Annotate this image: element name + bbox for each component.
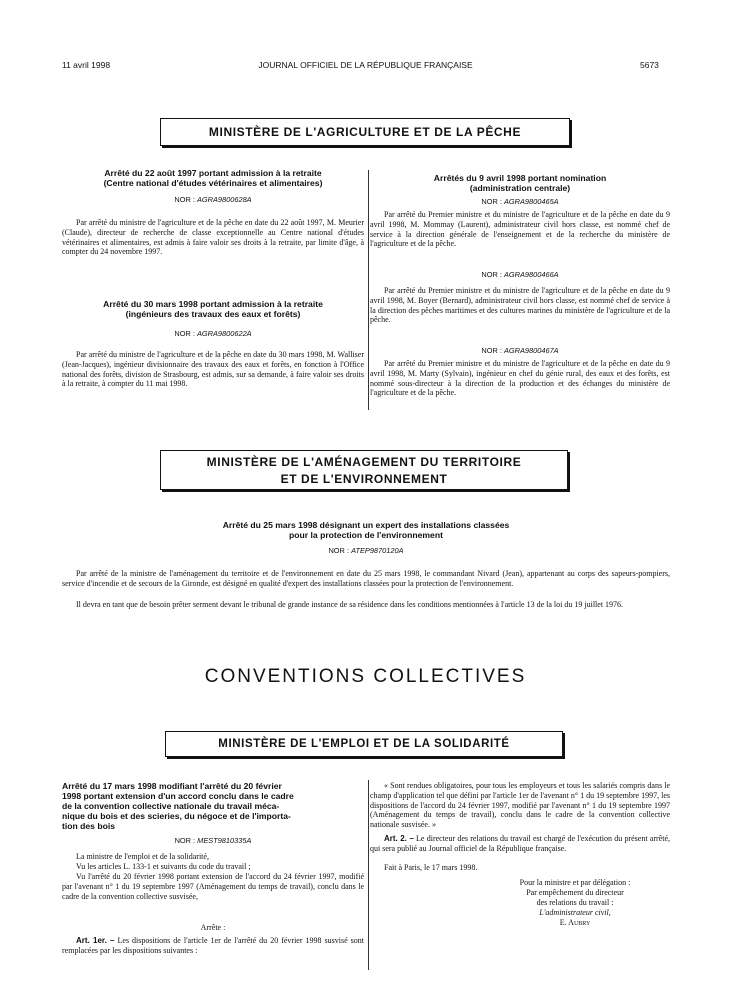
section-title-emploi: [165, 731, 563, 757]
nor-reference: [62, 195, 364, 204]
arrete-label: Arrête :: [200, 923, 226, 932]
nor-label: NOR :: [481, 346, 502, 355]
visa-arrete: Vu l'arrêté du 20 février 1998 portant extension de l'accord du 24 février 1997, modifié par l'avenant n° 1 du 19 septembre 1997 (Aménagement du temps de travail), conclu dans le cadre de la convention collective susvisée,: [62, 872, 364, 901]
article-title-expert: [62, 520, 670, 540]
nor-label: NOR :: [174, 836, 196, 845]
fait-a-paris: Fait à Paris, le 17 mars 1998.: [384, 863, 478, 872]
nor-label: NOR :: [481, 197, 502, 206]
nor-code: AGRA9800467A: [503, 346, 559, 355]
nor-code: AGRA9800465A: [503, 197, 559, 206]
article-title-line: de la convention collective nationale du travail méca-: [62, 801, 280, 811]
article-body-mommay: Par arrêté du Premier ministre et du ministre de l'agriculture et de la pêche en date du 9 avril 1998, M. Mommay (Laurent), administrateur civil hors classe, est nommé chef de service à la direction générale de l'enseignement et de la recherche du ministère de l'agriculture et de la pêche.: [370, 210, 670, 249]
nor-label: NOR :: [481, 270, 502, 279]
header-journal: JOURNAL OFFICIEL DE LA RÉPUBLIQUE FRANÇAISE: [258, 60, 473, 70]
article-2: [370, 834, 670, 854]
article-body-boyer: Par arrêté du Premier ministre et du ministre de l'agriculture et de la pêche en date du 9 avril 1998, M. Boyer (Bernard), administrateur civil hors classe, est nommé chef de service à la direction des pêches maritimes et des cultures marines du ministère de l'agriculture et de la pêche.: [370, 286, 670, 325]
section-title-amenagement: [160, 450, 568, 490]
article-title-line: pour la protection de l'environnement: [289, 530, 443, 540]
nor-label: NOR :: [328, 546, 349, 555]
nor-label: NOR :: [174, 195, 195, 204]
article-title-line: (Centre national d'études vétérinaires et alimentaires): [103, 178, 323, 188]
article-title-line: tion des bois: [62, 821, 115, 831]
signature-line: Par empêchement du directeur: [526, 888, 624, 897]
nor-code: MEST9810335A: [197, 836, 252, 845]
article-body-marty: Par arrêté du Premier ministre et du ministre de l'agriculture et de la pêche en date du 9 avril 1998, M. Marty (Sylvain), ingénieur en chef du génie rural, des eaux et des forêts, est nommé sous-directeur à la direction de la production et des échanges du ministère de l'agriculture et de la pêche.: [370, 359, 670, 398]
nor-reference: [62, 329, 364, 338]
nor-reference: [370, 346, 670, 355]
article-title-retraite-meurier: [62, 168, 364, 188]
column-separator: [368, 780, 369, 970]
heading-conventions-collectives: CONVENTIONS COLLECTIVES: [204, 666, 527, 687]
article-1-text: Les dispositions de l'article 1er de l'arrêté du 20 février 1998 susvisé sont remplacées par les dispositions suivantes :: [62, 936, 364, 955]
article-2-text: Le directeur des relations du travail est chargé de l'exécution du présent arrêté, qui sera publié au Journal officiel de la République française.: [370, 834, 671, 853]
article-title-retraite-walliser: [62, 299, 364, 319]
column-separator: [368, 170, 369, 410]
visa-code-travail: Vu les articles L. 133-1 et suivants du code du travail ;: [76, 862, 251, 871]
nor-reference: [370, 270, 670, 279]
article-title-line: (ingénieurs des travaux des eaux et forêts): [125, 309, 301, 319]
header-date: 11 avril 1998: [62, 60, 111, 70]
section-title-line: ET DE L'ENVIRONNEMENT: [280, 472, 448, 486]
visa-ministre: La ministre de l'emploi et de la solidarité,: [76, 852, 209, 861]
article-title-line: (administration centrale): [469, 183, 571, 193]
nor-reference: [62, 546, 670, 555]
article-1-label: Art. 1er. –: [76, 936, 115, 945]
header-page-number: 5673: [640, 60, 659, 70]
signature-line: L'administrateur civil,: [539, 908, 611, 917]
article-title-line: Arrêtés du 9 avril 1998 portant nomination: [433, 173, 607, 183]
article-title-line: nique du bois et des scieries, du négoce et de l'importa-: [62, 811, 291, 821]
article-1: [62, 936, 364, 956]
nor-code: AGRA9800622A: [196, 329, 252, 338]
article-body-meurier: Par arrêté du ministre de l'agriculture et de la pêche en date du 22 août 1997, M. Meurier (Claude), directeur de recherche de classe exceptionnelle au Centre national d'études vétérinaires et alimentaires, est admis à faire valoir ses droits à la retraite, par limite d'âge, à compter du 24 novembre 1997.: [62, 218, 364, 257]
section-title-line: MINISTÈRE DE L'AMÉNAGEMENT DU TERRITOIRE: [206, 455, 522, 469]
signature-block: [480, 878, 670, 928]
nor-code: ATEP9870120A: [351, 546, 404, 555]
article-title-line: Arrêté du 30 mars 1998 portant admission à la retraite: [103, 299, 323, 309]
article-title-line: Arrêté du 25 mars 1998 désignant un expert des installations classées: [222, 520, 510, 530]
nor-label: NOR :: [174, 329, 195, 338]
section-title-agriculture-text: MINISTÈRE DE L'AGRICULTURE ET DE LA PÊCHE: [208, 125, 522, 139]
article-title-line: Arrêté du 17 mars 1998 modifiant l'arrêté du 20 février: [62, 781, 282, 791]
article-title-line: 1998 portant extension d'un accord conclu dans le cadre: [62, 791, 294, 801]
nor-code: AGRA9800466A: [503, 270, 559, 279]
signature-name: E. Aubry: [559, 918, 591, 927]
nor-reference: [370, 197, 670, 206]
article-title-line: Arrêté du 22 août 1997 portant admission à la retraite: [104, 168, 322, 178]
article-body-walliser: Par arrêté du ministre de l'agriculture et de la pêche en date du 30 mars 1998, M. Walliser (Jean-Jacques), ingénieur divisionnaire des travaux des eaux et forêts, en fonction à l'Office national des forêts, division de Strasbourg, est admis, sur sa demande, à faire valoir ses droits à la retraite, à compter du 11 mai 1998.: [62, 350, 364, 389]
article-body-nivard: Par arrêté de la ministre de l'aménagement du territoire et de l'environnement en date du 25 mars 1998, le commandant Nivard (Jean), appartenant au corps des sapeurs-pompiers, service d'incendie et de secours de la Gironde, est désigné en qualité d'expert des installations classées pour la protection de l'environnement.: [62, 569, 670, 588]
article-1-quote: « Sont rendues obligatoires, pour tous les employeurs et tous les salariés compris dans le champ d'application tel que défini par l'article 1er de l'avenant n° 1 du 19 septembre 1997, les dispositions de l'accord du 24 février 1997, modifié par l'avenant n° 1 du 19 septembre 1997 (Aménagement du temps de travail), conclu dans le cadre de la convention collective nationale susvisée. »: [370, 781, 670, 830]
article-2-label: Art. 2. –: [384, 834, 414, 843]
signature-line: Pour la ministre et par délégation :: [519, 878, 631, 887]
article-title-nominations: [370, 173, 670, 193]
signature-line: des relations du travail :: [536, 898, 614, 907]
nor-reference: [62, 836, 364, 845]
nor-code: AGRA9800628A: [196, 195, 252, 204]
section-title-emploi-text: MINISTÈRE DE L'EMPLOI ET DE LA SOLIDARITÉ: [218, 738, 510, 750]
article-title-extension-accord: [62, 781, 364, 831]
article-body-serment: Il devra en tant que de besoin prêter serment devant le tribunal de grande instance de sa résidence dans les conditions mentionnées à l'article 13 de la loi du 19 juillet 1976.: [76, 600, 624, 609]
section-title-agriculture: [160, 118, 570, 146]
